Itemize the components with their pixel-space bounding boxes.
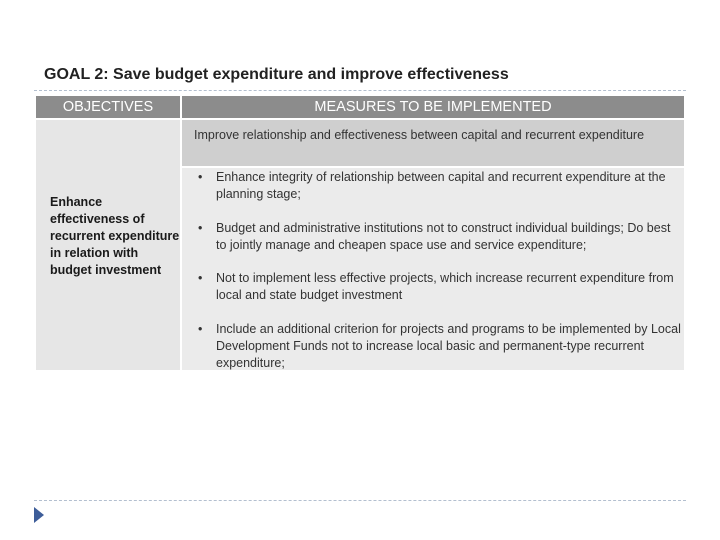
objective-text: Enhance effectiveness of recurrent expenditure in relation with budget investment — [50, 195, 180, 277]
measure-item: Not to implement less effective projects, which increase recurrent expenditure from local and state budget investment — [216, 271, 674, 302]
bullet-icon: • — [198, 221, 203, 235]
objectives-header: OBJECTIVES — [36, 96, 180, 118]
bullet-icon: • — [198, 322, 203, 336]
bullet-icon: • — [198, 170, 203, 184]
title-divider — [34, 90, 686, 91]
slide-title: GOAL 2: Save budget expenditure and improve effectiveness — [44, 66, 509, 83]
measure-item: Enhance integrity of relationship between capital and recurrent expenditure at the planning stage; — [216, 170, 666, 201]
bullet-icon: • — [198, 271, 203, 285]
footer-divider — [34, 500, 686, 501]
measure-item: Budget and administrative institutions not to construct individual buildings; Do best to jointly manage and cheapen space use and service expenditure; — [216, 221, 671, 252]
measure-item: Include an additional criterion for projects and programs to be implemented by Local Development Funds not to increase local basic and permanent-type recurrent expenditure; — [216, 322, 681, 370]
slide-marker-triangle-icon — [34, 507, 44, 523]
measures-subheader-text: Improve relationship and effectiveness between capital and recurrent expenditure — [194, 128, 645, 142]
measures-header: MEASURES TO BE IMPLEMENTED — [182, 96, 684, 118]
